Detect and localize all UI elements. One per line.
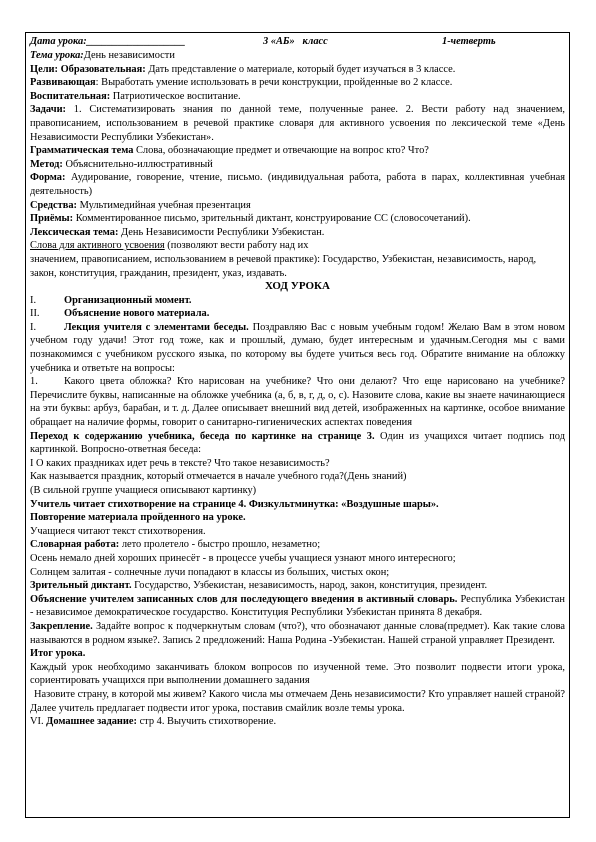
vocab-line: Слова для активного усвоения (позволяют вести работу над их [30,240,309,252]
repeat-title: Повторение материала пройденного на уроке. [30,512,246,524]
repeat-text: Учащиеся читают текст стихотворения. [30,525,206,537]
date-label: Дата урока:___________________ [30,36,186,47]
means-line: Средства: Мультимедийная учебная презентация [30,199,251,211]
stage-explanation: II. Объяснение нового материала. [30,308,210,320]
vocab-work-line: Осень немало дней хороших принесёт - в процессе учебы учащиеся узнают много интересного; [30,552,456,564]
tasks-paragraph: Задачи: 1. Систематизировать знания по данной теме, полученные ранее. 2. Вести работу над значением, правописанием, использованием в речевой практике словаря для активного усвоения по лексической теме «День Независимости Республики Узбекистан». [30,104,565,143]
vocab-words-paragraph: значением, правописанием, использованием в речевой практике): Государство, Узбекистан, независимость, народ, закон, конституция, гражданин, президент, указ, издавать. [30,253,537,279]
summary-closing: Далее учитель предлагает подвести итог урока, поставив смайлик возле темы урока. [30,702,405,714]
techniques-line: Приёмы: Комментированное письмо, зрительный диктант, конструирование СС (словосочетаний). [30,213,471,225]
homework-line: VI. Домашнее задание: стр 4. Выучить стихотворение. [30,716,277,728]
quarter-label: 1-четверть [442,36,496,47]
summary-paragraph: Каждый урок необходимо заканчивать блоком вопросов по изученной теме. Это позволит подвести итоги урока, сориентировать учащихся при выполнении домашнего задания [30,661,565,687]
cover-questions-paragraph: 1. Какого цвета обложка? Кто нарисован на учебнике? Что они делают? Что еще нарисовано на учебнике? Перечислите буквы, написанные на обложке учебника (а, б, в, г, д, о, с). Назовите слова, какие вы знаете начинающиеся на эти буквы: арбуз, барабан, и т. д. Далее описывает внешний вид детей, изображенных на картинке, особое внимание обращает на наличие формы, говорит о санитарно-гигиенических аспектах поведения [30,376,565,429]
dictation-paragraph: Зрительный диктант. Государство, Узбекистан, независимость, народ, закон, конституция, президент. [30,580,488,592]
lesson-header [30,35,565,49]
method-line: Метод: Объяснительно-иллюстративный [30,158,213,170]
summary-questions: Назовите страну, в которой мы живем? Какого числа мы отмечаем День независимости? Кто управляет нашей страной? [34,688,566,700]
summary-title: Итог урока. [30,648,86,660]
poem-line: Учитель читает стихотворение на странице 4. Физкультминутка: «Воздушные шары». [30,498,439,510]
explanation-paragraph: Объяснение учителем записанных слов для последующего введения в активный словарь. Республика Узбекистан - независимое демократическое государство. Конституция Республики Узбекистан принята 8 декабря. [30,593,565,619]
question-line: I О каких праздниках идет речь в тексте? Что такое независимость? [30,457,330,469]
topic-line: Тема урока:День независимости [30,50,175,61]
developing-line: Развивающая: Выработать умение использовать в речи конструкции, пройденные во 2 классе. [30,77,453,89]
educational-line: Воспитательная: Патриотическое воспитание. [30,90,241,102]
reinforce-paragraph: Закрепление. Задайте вопрос к подчеркнутым словам (что?), что обозначают данные слова(предмет). Как такие слова называются в родном языке?. Запись 2 предложений: Наша Родина -Узбекистан. Нашей страной управляет Президент. [30,620,565,646]
lesson-plan-page [25,32,570,818]
question-line: (В сильной группе учащиеся описывают картинку) [30,485,257,496]
class-label: 3 «АБ» класс [263,36,328,47]
transition-paragraph: Переход к содержанию учебника, беседа по картинке на странице 3. Один из учащихся читает подпись под картинкой. Вопросно-ответная беседа: [30,430,565,456]
lecture-paragraph: I. Лекция учителя с элементами беседы. Поздравляю Вас с новым учебным годом! Желаю Вам в этом новом учебном году удачи! Этот год тоже, как и прошлый, думаю, будет интересным и удачным.Сегодня мы с вами познакомимся с учебником русского языка, по которому вы будете учиться весь год. Обратите внимание на обложку учебника и ответьте на вопросы: [30,321,565,374]
question-line: Как называется праздник, который отмечается в начале учебного года?(День знаний) [30,471,407,483]
vocab-work-line: Солнцем залитая - солнечные лучи попадают в классы из больших, чистых окон; [30,566,390,578]
form-paragraph: Форма: Аудирование, говорение, чтение, письмо. (индивидуальная работа, работа в парах, коллективная учебная деятельность) [30,172,565,197]
vocab-work-line: Словарная работа: лето пролетело - быстро прошло, незаметно; [30,539,321,551]
goals-line: Цели: Образовательная: Дать представление о материале, который будет изучаться в 3 классе. [30,63,456,75]
lesson-title: ХОД УРОКА [265,280,330,293]
grammar-line: Грамматическая тема Слова, обозначающие предмет и отвечающие на вопрос кто? Что? [30,145,429,157]
stage-organizational: I. Организационный момент. [30,294,192,306]
lexical-line: Лексическая тема: День Независимости Республики Узбекистан. [30,226,325,238]
